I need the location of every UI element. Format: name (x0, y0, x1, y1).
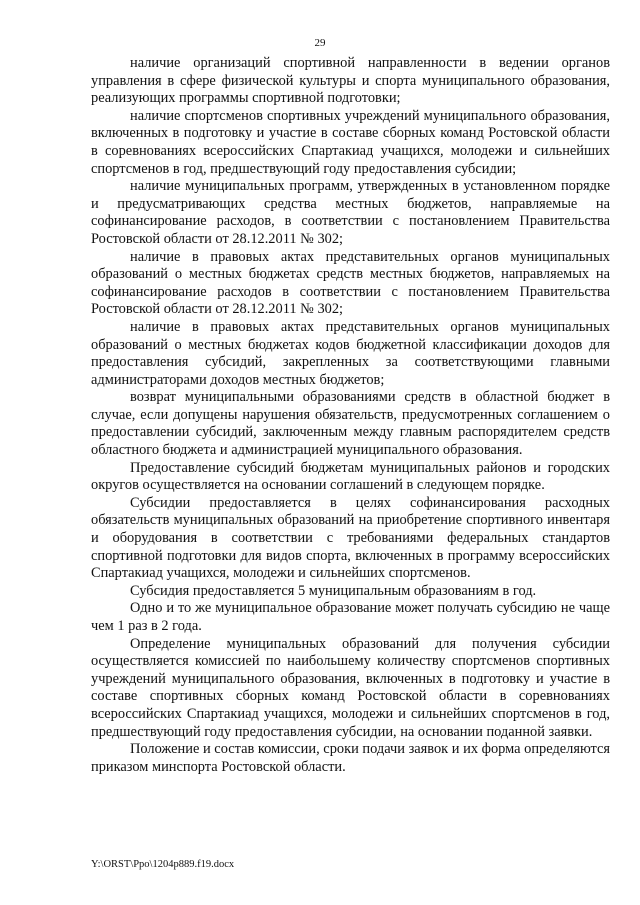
paragraph-budget-funds: наличие в правовых актах представительных органов муниципальных образований о местных бюджетах средств местных бюджетов, направляемых на софинансирование расходов в соответствии с постановлением Правительства Ростовской области от 28.12.2011 № 302; (91, 248, 610, 318)
paragraph-organizations: наличие организаций спортивной направленности в ведении органов управления в сфере физической культуры и спорта муниципального образования, реализующих программы спортивной подготовки; (91, 55, 610, 107)
paragraph-purpose: Субсидии предоставляется в целях софинансирования расходных обязательств муниципальных образований на приобретение спортивного инвентаря и оборудования в соответствии с требованиями федеральных стандартов спортивной подготовки для видов спорта, включенных в программу всероссийских Спартакиад учащихся, молодежи и сильнейших спортсменов. (91, 494, 610, 582)
paragraph-count: Субсидия предоставляется 5 муниципальным образованиям в год. (130, 582, 537, 599)
file-path-footer: Y:\ORST\Ppo\1204p889.f19.docx (91, 859, 235, 870)
paragraph-refund: возврат муниципальными образованиями средств в областной бюджет в случае, если допущены нарушения обязательств, предусмотренных соглашением о предоставлении субсидий, заключенным между главным распорядителем средств областного бюджета и администрацией муниципального образования. (91, 389, 610, 459)
paragraph-commission: Положение и состав комиссии, сроки подачи заявок и их форма определяются приказом минспорта Ростовской области. (91, 741, 610, 775)
paragraph-municipal-programs: наличие муниципальных программ, утвержденных в установленном порядке и предусматривающих средства местных бюджетов, направляемые на софинансирование расходов, в соответствии с постановлением Правительства Ростовской области от 28.12.2011 № 302; (91, 178, 610, 247)
page-number: 29 (314, 37, 326, 49)
paragraph-budget-codes: наличие в правовых актах представительных органов муниципальных образований о местных бюджетах кодов бюджетной классификации доходов для предоставления субсидий, закрепленных за соответствующими главными администраторами доходов местных бюджетов; (91, 318, 610, 388)
paragraph-frequency: Одно и то же муниципальное образование может получать субсидию не чаще чем 1 раз в 2 года. (91, 600, 610, 634)
paragraph-athletes: наличие спортсменов спортивных учреждений муниципального образования, включенных в подготовку и участие в составе сборных команд Ростовской области в соревнованиях всероссийских Спартакиад учащихся, молодежи и сильнейших спортсменов в год, предшествующий году предоставления субсидии; (91, 107, 610, 177)
document-body (91, 55, 610, 776)
paragraph-selection: Определение муниципальных образований для получения субсидии осуществляется комиссией по наибольшему количеству спортсменов спортивных учреждений муниципального образования, включенных в подготовку и участие в составе спортивных сборных команд Ростовской области в соревнованиях всероссийских Спартакиад учащихся, молодежи и сильнейших спортсменов в год, предшествующий году предоставления субсидии, на основании поданной заявки. (91, 635, 610, 740)
paragraph-agreements: Предоставление субсидий бюджетам муниципальных районов и городских округов осуществляется на основании соглашений в следующем порядке. (91, 459, 610, 494)
